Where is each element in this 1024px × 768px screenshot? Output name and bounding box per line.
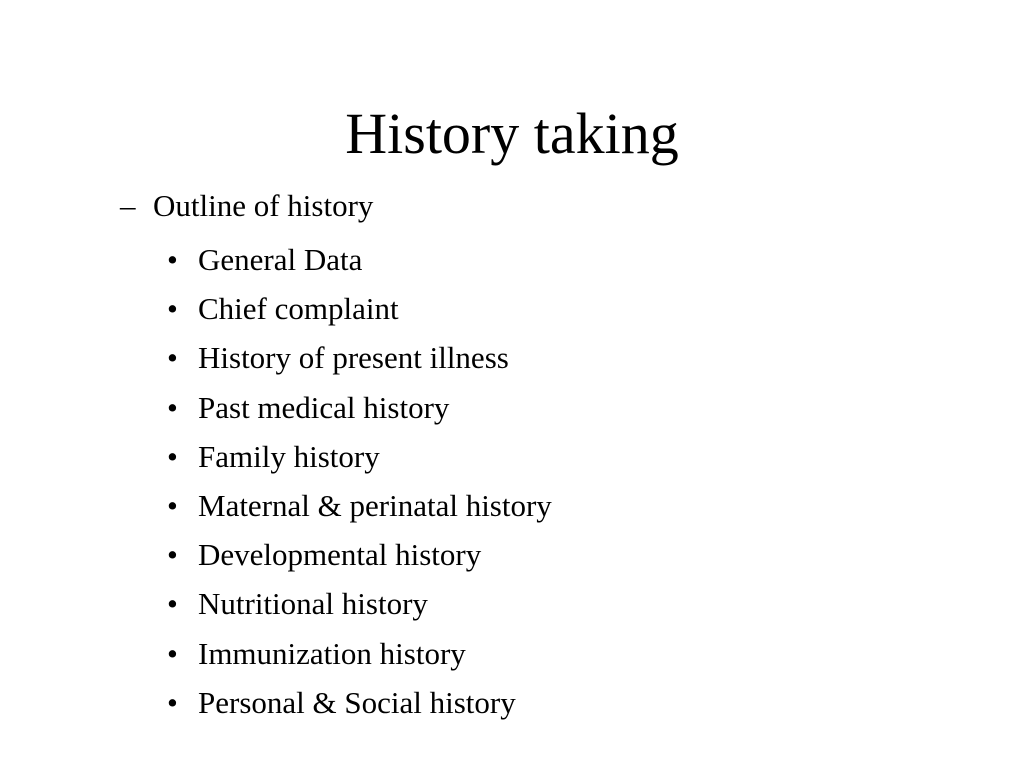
section-heading xyxy=(120,186,373,226)
bullet-icon: • xyxy=(167,242,178,277)
list-item xyxy=(167,333,552,382)
list-item xyxy=(167,629,552,678)
list-item xyxy=(167,579,552,628)
list-item-label: Past medical history xyxy=(198,389,450,425)
section-label: Outline of history xyxy=(153,188,374,223)
bullet-icon: • xyxy=(167,438,178,474)
list-item-label: Maternal & perinatal history xyxy=(198,488,552,524)
bullet-icon: • xyxy=(167,635,178,671)
list-item xyxy=(167,383,552,432)
slide-title: History taking xyxy=(345,101,679,166)
list-item xyxy=(167,530,552,579)
list-item xyxy=(167,235,552,284)
list-item xyxy=(167,481,552,530)
bullet-icon: • xyxy=(167,586,178,622)
bullet-icon: • xyxy=(167,488,178,524)
list-item xyxy=(167,284,552,333)
list-item-label: Chief complaint xyxy=(198,291,399,327)
list-item-label: Immunization history xyxy=(198,635,466,671)
bullet-icon: • xyxy=(167,389,178,425)
list-item-label: Nutritional history xyxy=(198,586,428,622)
bullet-icon: • xyxy=(167,340,178,376)
list-item-label: History of present illness xyxy=(198,340,509,376)
bullet-icon: • xyxy=(167,684,178,720)
list-item-label: Personal & Social history xyxy=(198,684,516,720)
dash-marker: – xyxy=(120,188,136,223)
list-item-label: General Data xyxy=(198,242,363,277)
bullet-icon: • xyxy=(167,291,178,327)
list-item-label: Family history xyxy=(198,438,380,474)
list-item xyxy=(167,678,552,727)
list-item-label: Developmental history xyxy=(198,537,482,573)
bullet-icon: • xyxy=(167,537,178,573)
list-item xyxy=(167,432,552,481)
history-outline-list xyxy=(167,235,552,727)
